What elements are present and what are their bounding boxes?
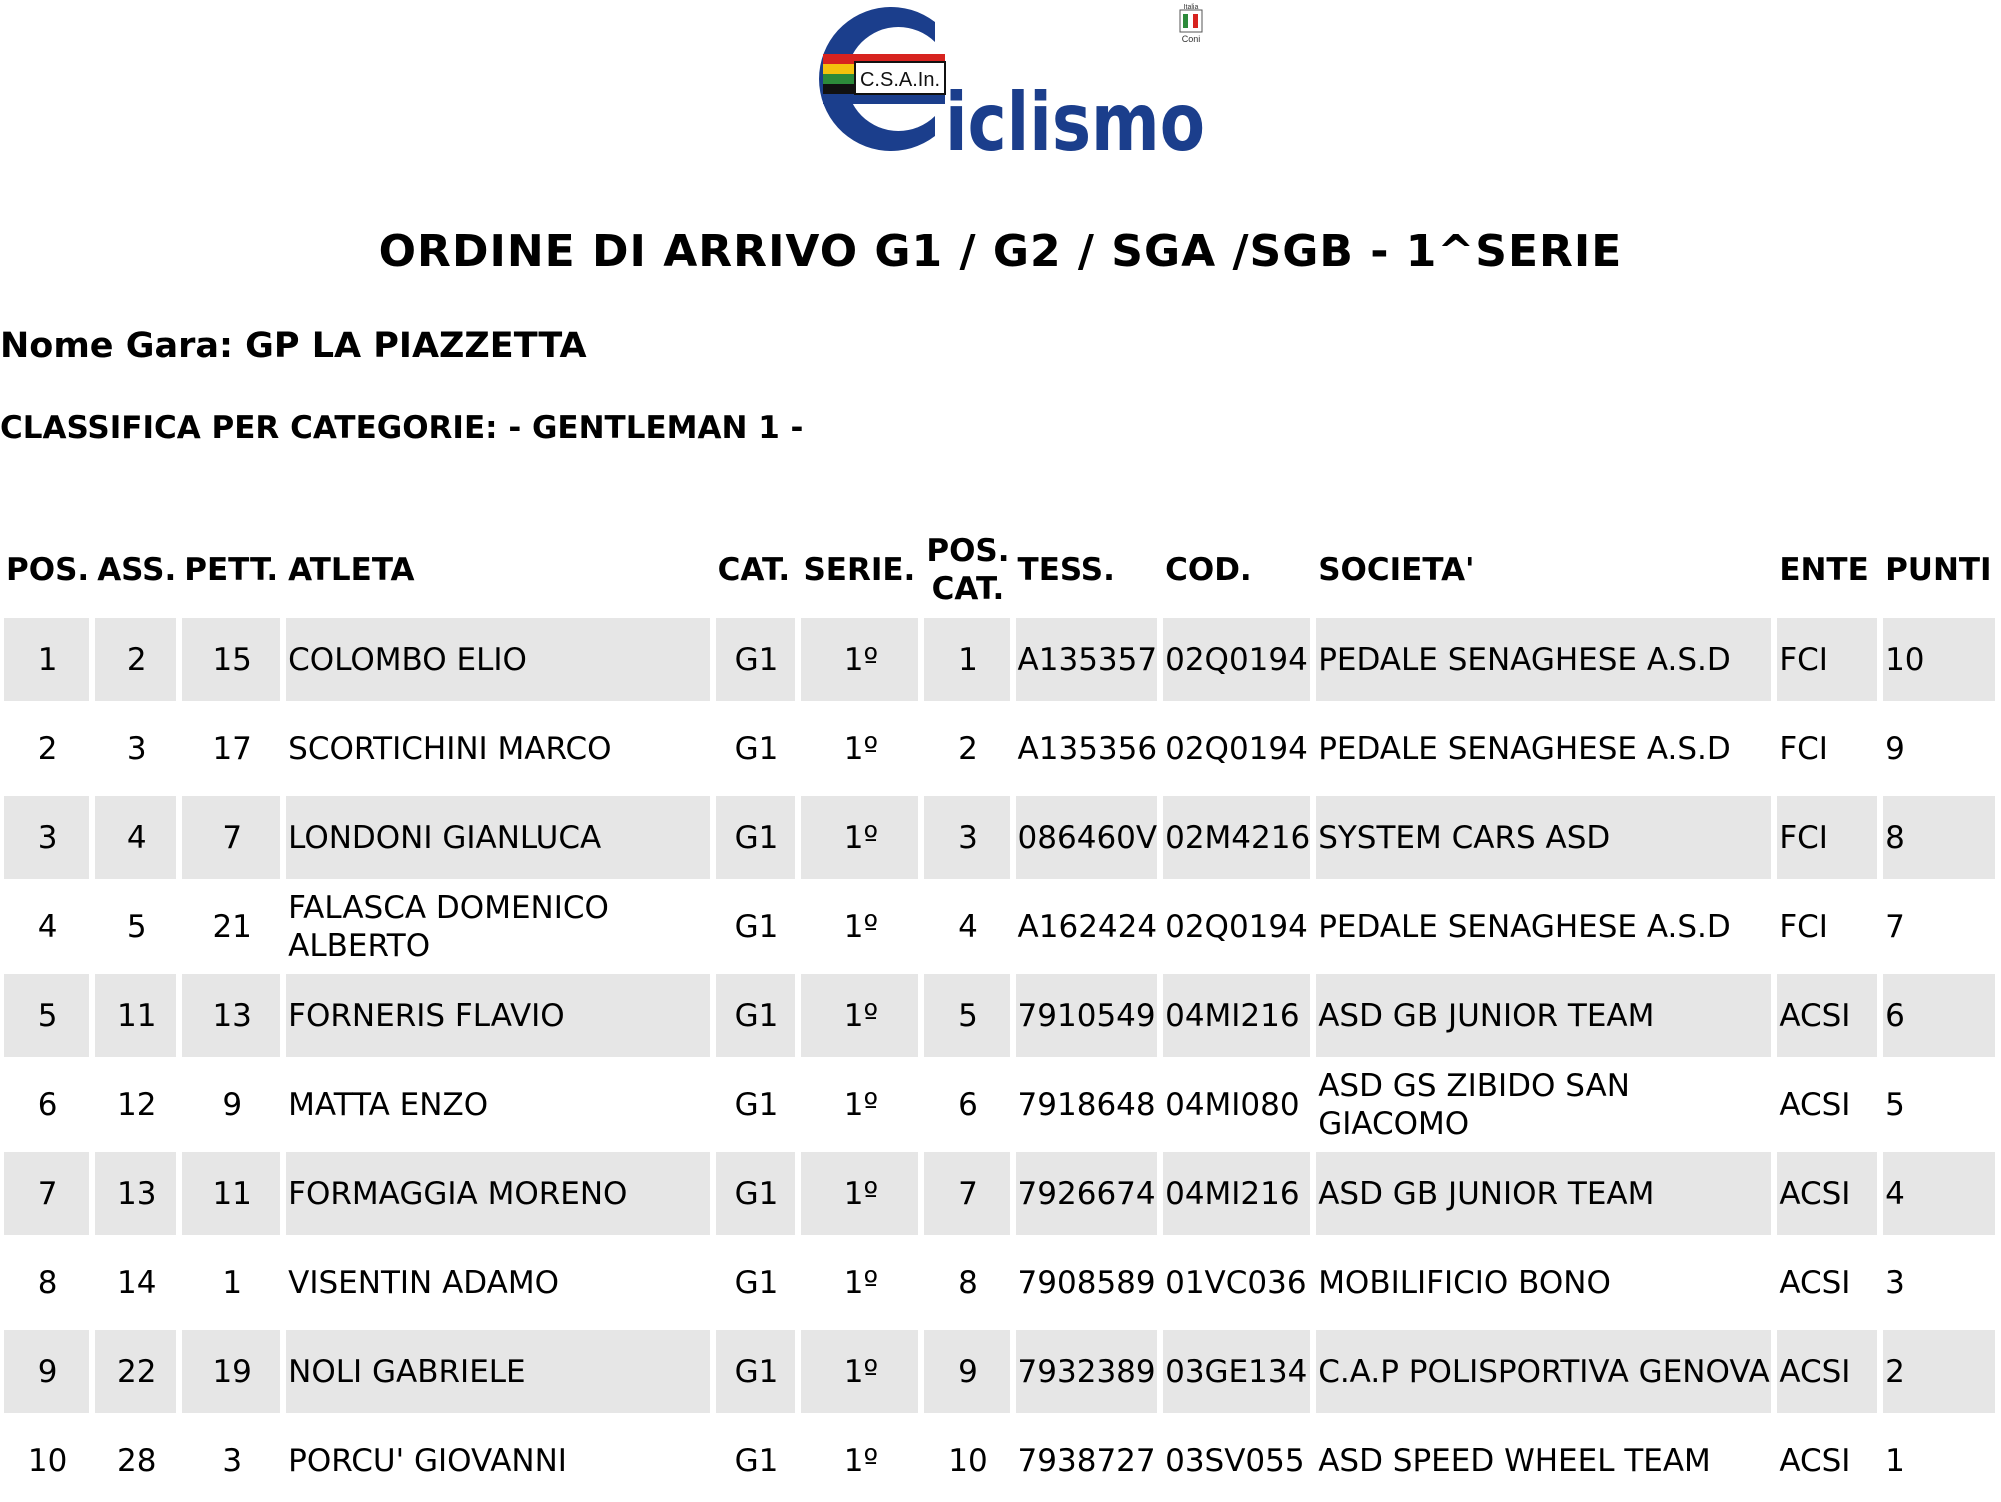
col-cat: CAT. bbox=[717, 552, 791, 588]
cell-ass: 3 bbox=[95, 701, 176, 790]
col-pos: POS. bbox=[6, 552, 90, 588]
cell-tess: A135357 bbox=[1016, 612, 1158, 701]
cell-punti: 10 bbox=[1883, 612, 1995, 701]
cell-tess: 7932389 bbox=[1016, 1324, 1158, 1413]
cell-societa: PEDALE SENAGHESE A.S.D bbox=[1316, 612, 1771, 701]
ciclismo-logo bbox=[785, 0, 1215, 169]
col-societa: SOCIETA' bbox=[1318, 552, 1475, 588]
cell-poscat: 9 bbox=[924, 1324, 1009, 1413]
cell-punti: 4 bbox=[1883, 1146, 1995, 1235]
cell-cat: G1 bbox=[716, 1413, 796, 1502]
cell-cat: G1 bbox=[716, 1235, 796, 1324]
header-row bbox=[4, 528, 1995, 612]
cell-societa: ASD SPEED WHEEL TEAM bbox=[1316, 1413, 1771, 1502]
cell-pett: 13 bbox=[182, 968, 280, 1057]
cell-atleta: LONDONI GIANLUCA bbox=[286, 790, 709, 879]
cell-atleta: FALASCA DOMENICO ALBERTO bbox=[286, 879, 709, 968]
cell-pos: 7 bbox=[4, 1146, 89, 1235]
cell-atleta: COLOMBO ELIO bbox=[286, 612, 709, 701]
cell-cat: G1 bbox=[716, 1146, 796, 1235]
cell-pos: 8 bbox=[4, 1235, 89, 1324]
cell-atleta: SCORTICHINI MARCO bbox=[286, 701, 709, 790]
col-ente: ENTE bbox=[1779, 552, 1869, 588]
cell-ass: 13 bbox=[95, 1146, 176, 1235]
cell-pos: 4 bbox=[4, 879, 89, 968]
cell-punti: 7 bbox=[1883, 879, 1995, 968]
cell-punti: 5 bbox=[1883, 1057, 1995, 1146]
cell-cat: G1 bbox=[716, 1057, 796, 1146]
cell-ente: ACSI bbox=[1777, 968, 1877, 1057]
cell-atleta: PORCU' GIOVANNI bbox=[286, 1413, 709, 1502]
cell-punti: 8 bbox=[1883, 790, 1995, 879]
cell-poscat: 10 bbox=[924, 1413, 1009, 1502]
cell-serie: 1º bbox=[801, 701, 918, 790]
cell-pett: 15 bbox=[182, 612, 280, 701]
col-punti: PUNTI bbox=[1885, 552, 1992, 588]
col-poscat: POS. CAT. bbox=[926, 533, 1010, 607]
cell-pett: 3 bbox=[182, 1413, 280, 1502]
table-row bbox=[4, 879, 1995, 968]
cell-pett: 1 bbox=[182, 1235, 280, 1324]
cell-punti: 3 bbox=[1883, 1235, 1995, 1324]
cell-atleta: VISENTIN ADAMO bbox=[286, 1235, 709, 1324]
cell-serie: 1º bbox=[801, 1146, 918, 1235]
cell-cat: G1 bbox=[716, 968, 796, 1057]
cell-ass: 11 bbox=[95, 968, 176, 1057]
table-row bbox=[4, 701, 1995, 790]
cell-ass: 5 bbox=[95, 879, 176, 968]
cell-atleta: NOLI GABRIELE bbox=[286, 1324, 709, 1413]
cell-cod: 02Q0194 bbox=[1163, 612, 1310, 701]
cell-ente: FCI bbox=[1777, 879, 1877, 968]
cell-cod: 02Q0194 bbox=[1163, 701, 1310, 790]
col-pett: PETT. bbox=[184, 552, 279, 588]
cell-tess: A135356 bbox=[1016, 701, 1158, 790]
cell-ente: ACSI bbox=[1777, 1235, 1877, 1324]
cell-ente: ACSI bbox=[1777, 1324, 1877, 1413]
cell-poscat: 7 bbox=[924, 1146, 1009, 1235]
col-atleta: ATLETA bbox=[288, 552, 415, 588]
cell-cod: 03SV055 bbox=[1163, 1413, 1310, 1502]
cell-ente: ACSI bbox=[1777, 1146, 1877, 1235]
cell-ente: FCI bbox=[1777, 612, 1877, 701]
cell-cod: 02Q0194 bbox=[1163, 879, 1310, 968]
cell-societa: ASD GS ZIBIDO SAN GIACOMO bbox=[1316, 1057, 1771, 1146]
cell-ass: 4 bbox=[95, 790, 176, 879]
table-row bbox=[4, 1324, 1995, 1413]
cell-societa: ASD GB JUNIOR TEAM bbox=[1316, 1146, 1771, 1235]
cell-pos: 2 bbox=[4, 701, 89, 790]
cell-societa: SYSTEM CARS ASD bbox=[1316, 790, 1771, 879]
cell-pett: 21 bbox=[182, 879, 280, 968]
logo-text: iclismo bbox=[945, 76, 1205, 169]
cell-ass: 14 bbox=[95, 1235, 176, 1324]
col-ass: ASS. bbox=[97, 552, 177, 588]
logo-badge: C.S.A.In. bbox=[859, 69, 941, 91]
col-cod: COD. bbox=[1165, 552, 1252, 588]
cell-cat: G1 bbox=[716, 612, 796, 701]
col-tess: TESS. bbox=[1017, 552, 1115, 588]
cell-punti: 6 bbox=[1883, 968, 1995, 1057]
cell-serie: 1º bbox=[801, 968, 918, 1057]
cell-ente: FCI bbox=[1777, 790, 1877, 879]
cell-ass: 22 bbox=[95, 1324, 176, 1413]
cell-pos: 1 bbox=[4, 612, 89, 701]
cell-ass: 2 bbox=[95, 612, 176, 701]
cell-poscat: 4 bbox=[924, 879, 1009, 968]
cell-poscat: 2 bbox=[924, 701, 1009, 790]
cell-punti: 1 bbox=[1883, 1413, 1995, 1502]
cell-serie: 1º bbox=[801, 790, 918, 879]
table-row bbox=[4, 1057, 1995, 1146]
cell-cat: G1 bbox=[716, 879, 796, 968]
cell-societa: MOBILIFICIO BONO bbox=[1316, 1235, 1771, 1324]
cell-atleta: FORMAGGIA MORENO bbox=[286, 1146, 709, 1235]
col-serie: SERIE. bbox=[803, 552, 916, 588]
cell-poscat: 8 bbox=[924, 1235, 1009, 1324]
cell-societa: PEDALE SENAGHESE A.S.D bbox=[1316, 879, 1771, 968]
cell-societa: ASD GB JUNIOR TEAM bbox=[1316, 968, 1771, 1057]
results-table bbox=[0, 528, 2001, 1502]
cell-ente: ACSI bbox=[1777, 1413, 1877, 1502]
table-row bbox=[4, 612, 1995, 701]
cell-cat: G1 bbox=[716, 1324, 796, 1413]
cell-serie: 1º bbox=[801, 879, 918, 968]
cell-tess: 086460V bbox=[1016, 790, 1158, 879]
cell-atleta: FORNERIS FLAVIO bbox=[286, 968, 709, 1057]
svg-text:Italia: Italia bbox=[1183, 4, 1199, 11]
cell-cod: 04MI216 bbox=[1163, 968, 1310, 1057]
cell-poscat: 3 bbox=[924, 790, 1009, 879]
cell-tess: A162424 bbox=[1016, 879, 1158, 968]
race-name: Nome Gara: GP LA PIAZZETTA bbox=[0, 326, 587, 366]
cell-ass: 12 bbox=[95, 1057, 176, 1146]
cell-pos: 10 bbox=[4, 1413, 89, 1502]
cell-ente: FCI bbox=[1777, 701, 1877, 790]
cell-pett: 9 bbox=[182, 1057, 280, 1146]
cell-ente: ACSI bbox=[1777, 1057, 1877, 1146]
cell-tess: 7918648 bbox=[1016, 1057, 1158, 1146]
cell-tess: 7938727 bbox=[1016, 1413, 1158, 1502]
cell-pos: 6 bbox=[4, 1057, 89, 1146]
cell-serie: 1º bbox=[801, 1324, 918, 1413]
category-heading: CLASSIFICA PER CATEGORIE: - GENTLEMAN 1 - bbox=[0, 410, 804, 446]
cell-cat: G1 bbox=[716, 790, 796, 879]
table-row bbox=[4, 1146, 1995, 1235]
cell-punti: 2 bbox=[1883, 1324, 1995, 1413]
table-row bbox=[4, 790, 1995, 879]
table-row bbox=[4, 968, 1995, 1057]
cell-societa: C.A.P POLISPORTIVA GENOVA bbox=[1316, 1324, 1771, 1413]
cell-serie: 1º bbox=[801, 1413, 918, 1502]
cell-pett: 19 bbox=[182, 1324, 280, 1413]
cell-pett: 11 bbox=[182, 1146, 280, 1235]
cell-cod: 02M4216 bbox=[1163, 790, 1310, 879]
cell-poscat: 5 bbox=[924, 968, 1009, 1057]
cell-societa: PEDALE SENAGHESE A.S.D bbox=[1316, 701, 1771, 790]
cell-serie: 1º bbox=[801, 612, 918, 701]
svg-text:Coni: Coni bbox=[1181, 34, 1201, 44]
cell-ass: 28 bbox=[95, 1413, 176, 1502]
cell-pos: 3 bbox=[4, 790, 89, 879]
cell-pett: 17 bbox=[182, 701, 280, 790]
cell-tess: 7910549 bbox=[1016, 968, 1158, 1057]
cell-punti: 9 bbox=[1883, 701, 1995, 790]
cell-tess: 7926674 bbox=[1016, 1146, 1158, 1235]
cell-pos: 5 bbox=[4, 968, 89, 1057]
cell-poscat: 1 bbox=[924, 612, 1009, 701]
cell-tess: 7908589 bbox=[1016, 1235, 1158, 1324]
table-row bbox=[4, 1235, 1995, 1324]
document-title: ORDINE DI ARRIVO G1 / G2 / SGA /SGB - 1^SERIE bbox=[378, 226, 1623, 277]
cell-cod: 01VC036 bbox=[1163, 1235, 1310, 1324]
cell-atleta: MATTA ENZO bbox=[286, 1057, 709, 1146]
cell-pos: 9 bbox=[4, 1324, 89, 1413]
table-row bbox=[4, 1413, 1995, 1502]
cell-poscat: 6 bbox=[924, 1057, 1009, 1146]
cell-cod: 04MI216 bbox=[1163, 1146, 1310, 1235]
cell-pett: 7 bbox=[182, 790, 280, 879]
cell-cod: 04MI080 bbox=[1163, 1057, 1310, 1146]
cell-serie: 1º bbox=[801, 1057, 918, 1146]
cell-cod: 03GE134 bbox=[1163, 1324, 1310, 1413]
cell-cat: G1 bbox=[716, 701, 796, 790]
cell-serie: 1º bbox=[801, 1235, 918, 1324]
